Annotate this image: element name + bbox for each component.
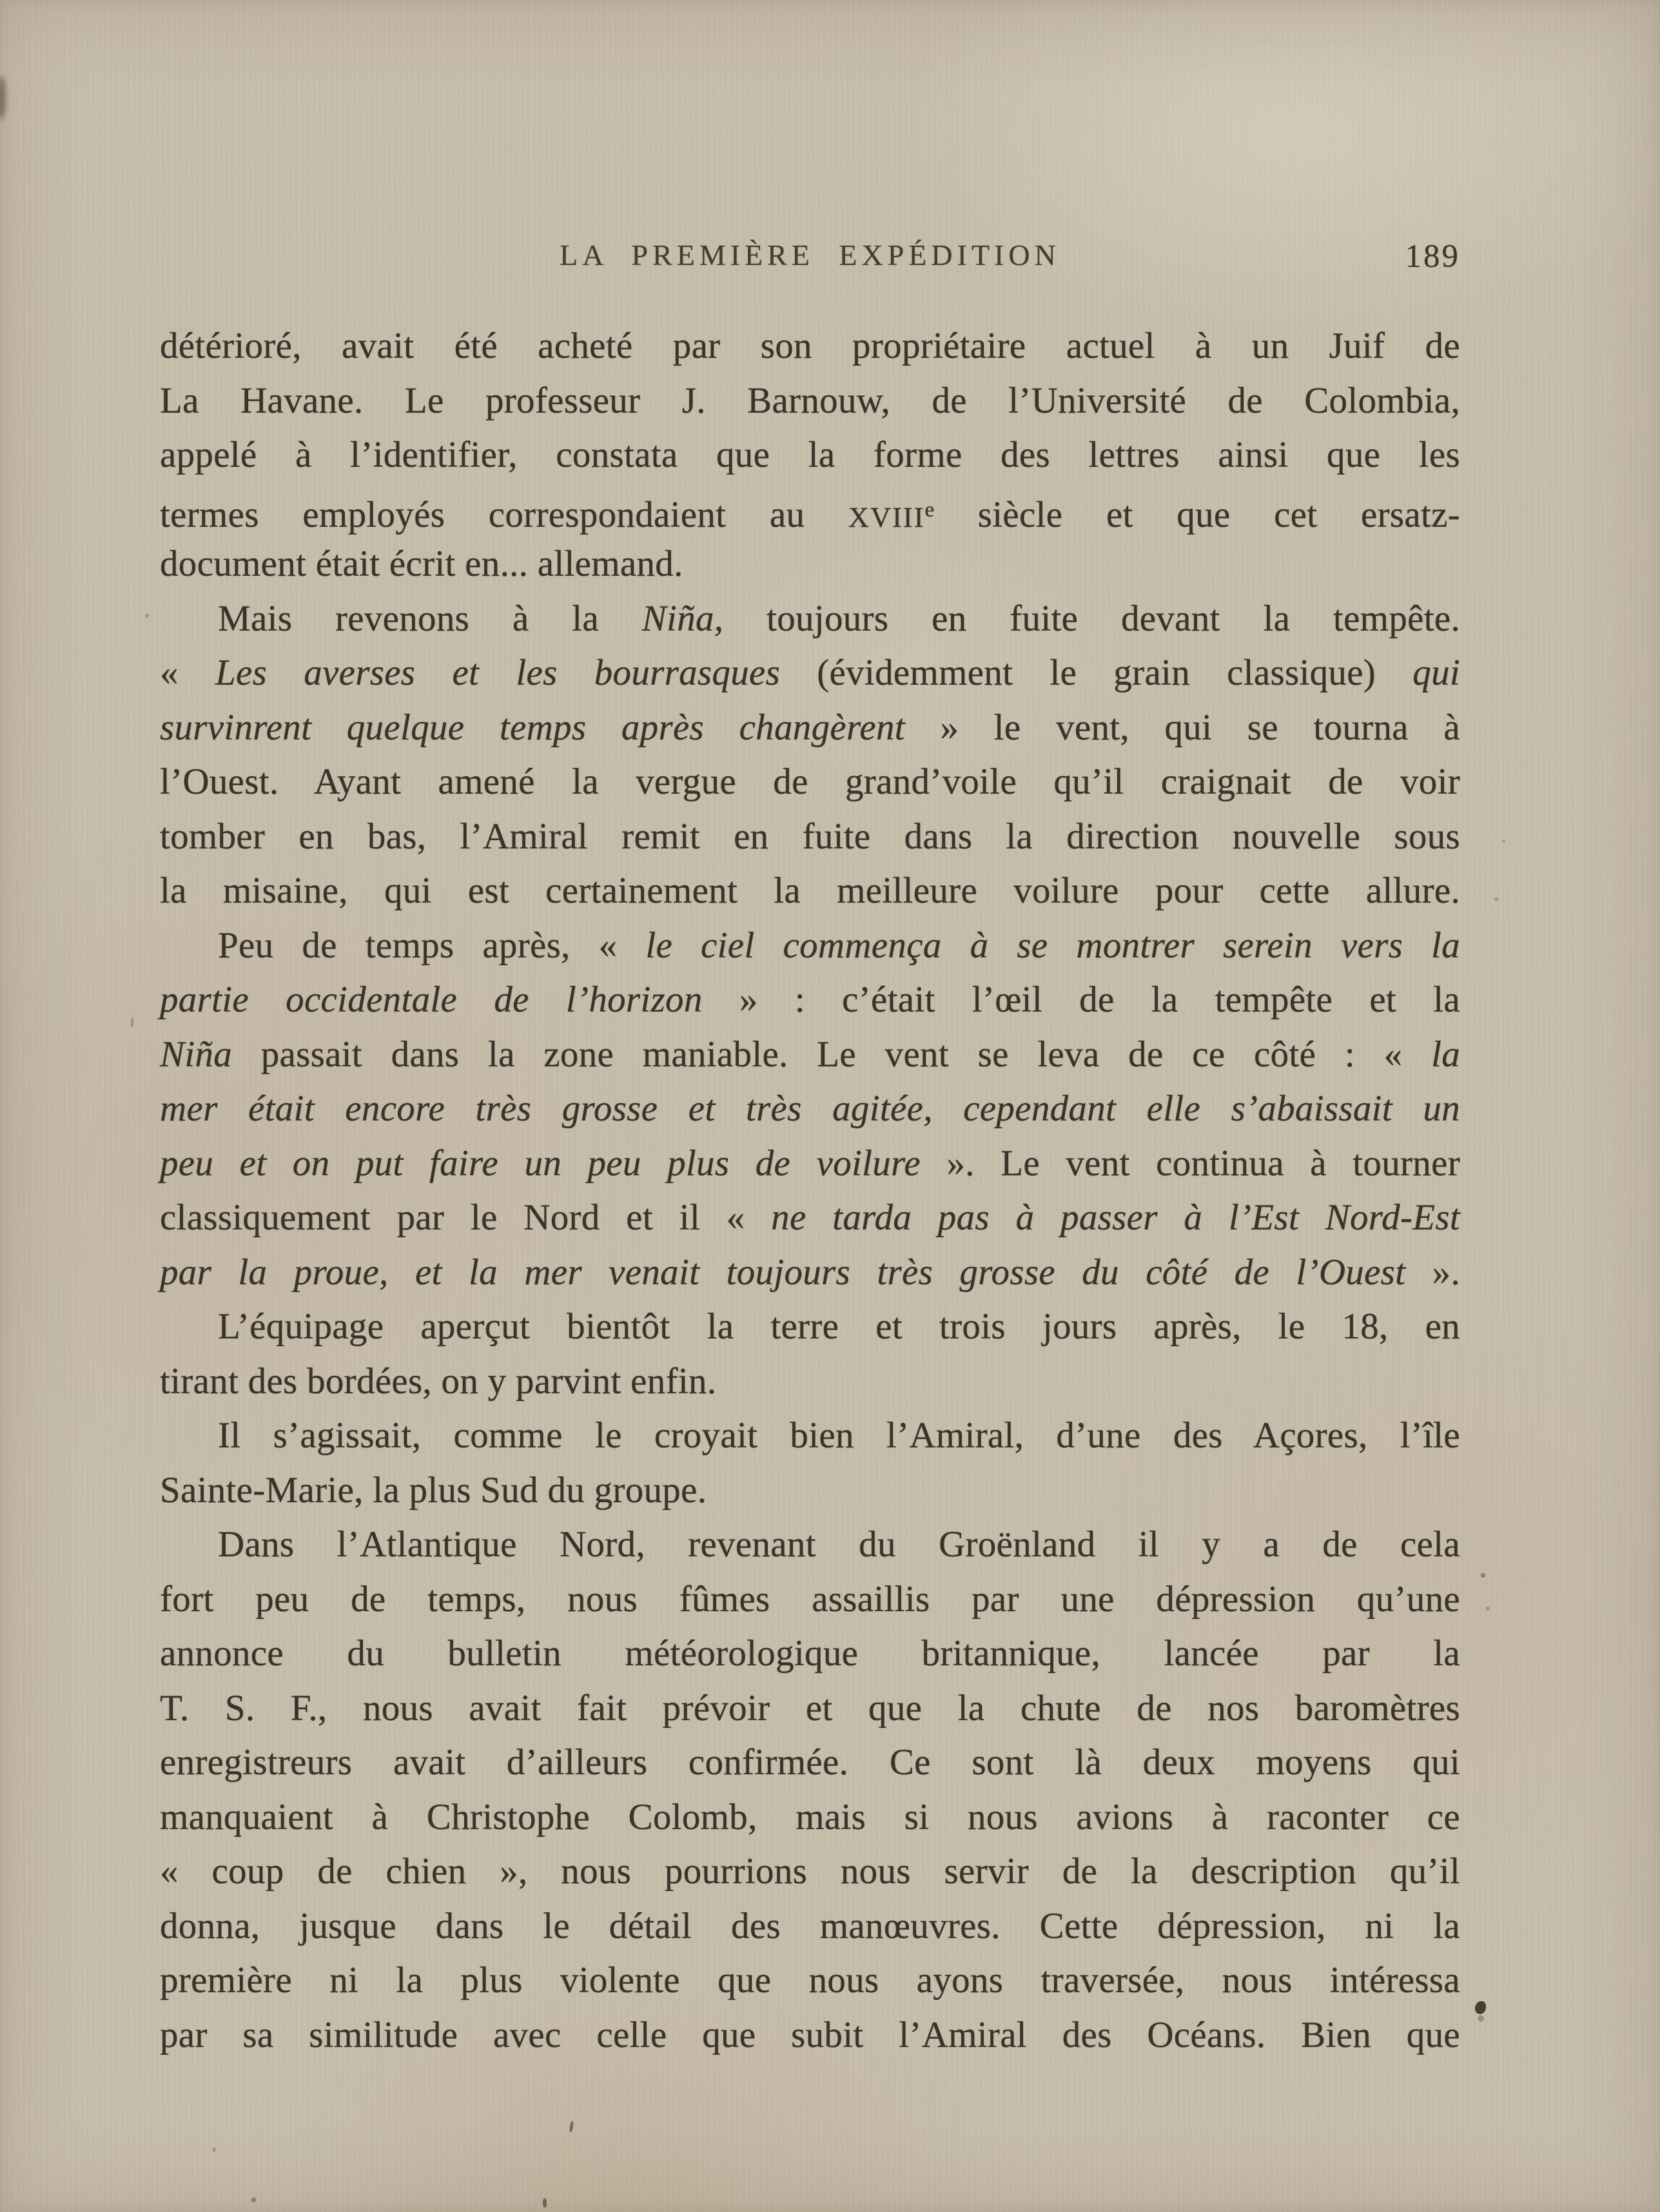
text-line (160, 1953, 1460, 2008)
text-run: la misaine, qui est certainement la meilleure voilure pour cette allure. (160, 870, 1460, 911)
quoted-text-italic: survinrent quelque temps après changèrent (160, 707, 905, 748)
text-run: l’Ouest. Ayant amené la vergue de grand’voile qu’il craignait de voir (160, 761, 1460, 802)
text-line (160, 755, 1460, 810)
ink-speck (145, 614, 149, 618)
paper-fiber (213, 2147, 215, 2153)
text-run: tirant des bordées, on y parvint enfin. (160, 1360, 717, 1402)
text-line (160, 1191, 1460, 1246)
text-run: (évidemment le grain classique) (780, 652, 1413, 693)
text-run: La Havane. Le professeur J. Barnouw, de l’Université de Colombia, (160, 380, 1460, 421)
text-run: par sa similitude avec celle que subit l’Amiral des Océans. Bien que (160, 2014, 1460, 2055)
ship-name: Niña, (641, 598, 724, 639)
ink-speck (1481, 1573, 1485, 1578)
text-run: Dans l’Atlantique Nord, revenant du Groënland il y a de cela (218, 1524, 1460, 1565)
text-line (160, 592, 1460, 647)
text-line (160, 1899, 1460, 1954)
scan-edge-smudge (0, 76, 6, 120)
text-line (160, 428, 1460, 483)
text-line (160, 1681, 1460, 1736)
text-line (160, 864, 1460, 919)
text-run: fort peu de temps, nous fûmes assaillis par une dépression qu’une (160, 1578, 1460, 1620)
text-run: enregistreurs avait d’ailleurs confirmée. Ce sont là deux moyens qui (160, 1742, 1460, 1783)
text-line (160, 374, 1460, 429)
text-line (160, 1790, 1460, 1845)
text-run: document était écrit en... allemand. (160, 543, 683, 584)
text-line (160, 1300, 1460, 1355)
ink-speck (1486, 1607, 1490, 1610)
text-run: manquaient à Christophe Colomb, mais si nous avions à raconter ce (160, 1796, 1460, 1837)
text-line (160, 1082, 1460, 1137)
text-line (160, 319, 1460, 374)
text-line (160, 1246, 1460, 1300)
ink-speck (1502, 839, 1505, 843)
text-run: Il s’agissait, comme le croyait bien l’Amiral, d’une des Açores, l’île (218, 1415, 1460, 1456)
text-run: L’équipage aperçut bientôt la terre et trois jours après, le 18, en (218, 1306, 1460, 1347)
text-line (160, 1845, 1460, 1899)
text-run: « coup de chien », nous pourrions nous servir de la description qu’il (160, 1851, 1460, 1892)
text-line (160, 1627, 1460, 1681)
text-line (160, 483, 1460, 538)
text-run: ». Le vent continua à tourner (921, 1142, 1460, 1184)
page-text (160, 319, 1460, 2062)
text-line (160, 810, 1460, 865)
century-roman-numeral: XVIII (848, 500, 925, 533)
quoted-text-italic: partie occidentale de l’horizon (160, 979, 703, 1020)
text-run: détérioré, avait été acheté par son propriétaire actuel à un Juif de (160, 326, 1460, 366)
superscript-ordinal: e (924, 498, 935, 522)
text-line (160, 1736, 1460, 1790)
ink-speck (1478, 2015, 1484, 2022)
quoted-text-italic: qui (1412, 652, 1461, 693)
text-run: passait dans la zone maniable. Le vent se leva de ce côté : « (232, 1033, 1432, 1075)
text-line (160, 1572, 1460, 1627)
text-line (160, 1518, 1460, 1572)
text-line (160, 1028, 1460, 1082)
text-run: ». (1405, 1251, 1460, 1293)
text-line (160, 973, 1460, 1028)
ink-speck (1494, 897, 1498, 901)
text-line (160, 1355, 1460, 1409)
text-run: Mais revenons à la (218, 598, 642, 639)
text-run: tomber en bas, l’Amiral remit en fuite dans la direction nouvelle sous (160, 816, 1460, 857)
quoted-text-italic: peu et on put faire un peu plus de voilure (160, 1142, 921, 1184)
text-run: Sainte-Marie, la plus Sud du groupe. (160, 1469, 707, 1511)
paper-fiber (569, 2121, 574, 2133)
text-line (160, 646, 1460, 701)
text-line (160, 1463, 1460, 1518)
page-number: 189 (1405, 239, 1460, 275)
ship-name: Niña (160, 1033, 233, 1075)
text-run: « (160, 652, 215, 693)
text-run: annonce du bulletin météorologique britannique, lancée par la (160, 1633, 1460, 1674)
text-line (160, 919, 1460, 974)
quoted-text-italic: mer était encore très grosse et très agitée, cependant elle s’abaissait un (160, 1088, 1460, 1129)
quoted-text-italic: par la proue, et la mer venait toujours très grosse du côté de l’Ouest (160, 1251, 1406, 1293)
text-run: » : c’était l’œil de la tempête et la (702, 979, 1460, 1020)
text-run: donna, jusque dans le détail des manœuvres. Cette dépression, ni la (160, 1905, 1460, 1946)
text-line (160, 701, 1460, 756)
quoted-text-italic: le ciel commença à se montrer serein vers la (645, 925, 1460, 966)
ink-blot (1475, 2001, 1486, 2014)
ink-speck (131, 1017, 133, 1028)
text-run: T. S. F., nous avait fait prévoir et que la chute de nos baromètres (160, 1687, 1460, 1728)
text-run: termes employés correspondaient au (160, 494, 848, 535)
text-run: première ni la plus violente que nous ayons traversée, nous intéressa (160, 1960, 1460, 2001)
text-run: Peu de temps après, « (218, 925, 646, 966)
ink-speck (543, 2198, 547, 2207)
running-header-title: LA PREMIÈRE EXPÉDITION (560, 239, 1060, 271)
text-run: toujours en fuite devant la tempête. (723, 598, 1460, 639)
quoted-text-italic: ne tarda pas à passer à l’Est Nord-Est (771, 1197, 1460, 1238)
text-run: appelé à l’identifier, constata que la forme des lettres ainsi que les (160, 435, 1460, 475)
quoted-text-italic: la (1431, 1033, 1460, 1075)
text-run: » le vent, qui se tourna à (904, 707, 1460, 748)
running-header (160, 237, 1460, 275)
text-run: classiquement par le Nord et il « (160, 1197, 772, 1238)
text-run: siècle et que cet ersatz- (934, 494, 1460, 535)
text-line (160, 2008, 1460, 2063)
text-line (160, 537, 1460, 592)
text-line (160, 1137, 1460, 1191)
quoted-text-italic: Les averses et les bourrasques (215, 652, 781, 693)
ink-speck (251, 2197, 256, 2202)
text-line (160, 1409, 1460, 1463)
